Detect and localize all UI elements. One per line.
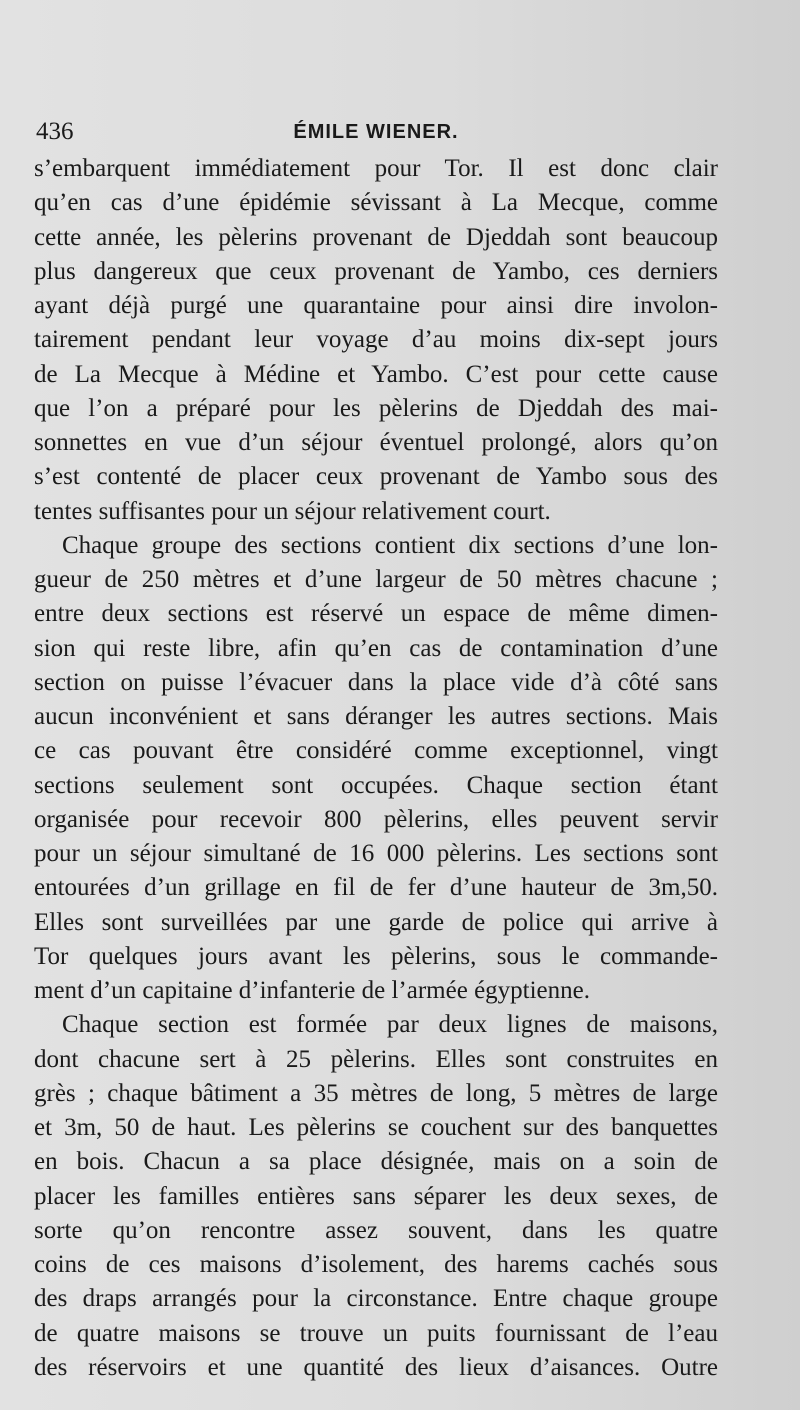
text-line: sion qui reste libre, afin qu’en cas de contamination d’une <box>34 634 718 662</box>
body-text <box>34 152 718 1385</box>
text-line: aucun inconvénient et sans déranger les autres sections. Mais <box>34 703 718 730</box>
text-line: que l’on a préparé pour les pèlerins de Djeddah des mai- <box>34 394 718 422</box>
text-line: sections seulement sont occupées. Chaque section étant <box>34 771 718 799</box>
text-line: de La Mecque à Médine et Yambo. C’est pour cette cause <box>34 360 718 388</box>
text-line: des draps arrangés pour la circonstance. Entre chaque groupe <box>34 1285 718 1313</box>
text-line: et 3m, 50 de haut. Les pèlerins se couchent sur des banquettes <box>34 1114 718 1141</box>
text-line: ayant déjà purgé une quarantaine pour ainsi dire involon- <box>34 292 718 319</box>
text-line: grès ; chaque bâtiment a 35 mètres de long, 5 mètres de large <box>34 1079 718 1107</box>
text-line: section on puisse l’évacuer dans la place vide d’à côté sans <box>34 668 718 696</box>
running-head: ÉMILE WIENER. <box>293 121 459 143</box>
text-line: sonnettes en vue d’un séjour éventuel prolongé, alors qu’on <box>34 429 718 456</box>
paragraph-first-line: Chaque groupe des sections contient dix sections d’une lon- <box>62 531 718 559</box>
text-line: dont chacune sert à 25 pèlerins. Elles sont construites en <box>34 1045 718 1073</box>
page-header <box>36 112 716 152</box>
text-line: entre deux sections est réservé un espace de même dimen- <box>34 600 718 628</box>
text-line: s’est contenté de placer ceux provenant de Yambo sous des <box>34 463 718 491</box>
paragraph-first-line: Chaque section est formée par deux lignes de maisons, <box>62 1011 718 1039</box>
text-line: pour un séjour simultané de 16 000 pèlerins. Les sections sont <box>34 840 718 867</box>
text-line: ce cas pouvant être considéré comme exceptionnel, vingt <box>34 737 718 765</box>
text-line: Elles sont surveillées par une garde de police qui arrive à <box>34 908 718 936</box>
text-line: plus dangereux que ceux provenant de Yambo, ces derniers <box>34 257 718 285</box>
text-line: de quatre maisons se trouve un puits fournissant de l’eau <box>34 1319 718 1347</box>
text-line: gueur de 250 mètres et d’une largeur de 50 mètres chacune ; <box>34 566 718 593</box>
text-line: tentes suffisantes pour un séjour relativement court. <box>34 497 551 525</box>
page-number: 436 <box>36 118 74 145</box>
text-line: en bois. Chacun a sa place désignée, mais on a soin de <box>34 1148 718 1176</box>
text-line: tairement pendant leur voyage d’au moins dix-sept jours <box>34 326 718 354</box>
text-line: des réservoirs et une quantité des lieux d’aisances. Outre <box>34 1353 718 1381</box>
text-line: organisée pour recevoir 800 pèlerins, elles peuvent servir <box>34 805 718 833</box>
text-line: cette année, les pèlerins provenant de Djeddah sont beaucoup <box>34 223 718 251</box>
text-line: sorte qu’on rencontre assez souvent, dans les quatre <box>34 1216 718 1244</box>
text-line: qu’en cas d’une épidémie sévissant à La Mecque, comme <box>34 189 718 217</box>
text-line: placer les familles entières sans séparer les deux sexes, de <box>34 1182 718 1210</box>
text-line: Tor quelques jours avant les pèlerins, sous le commande- <box>34 942 718 970</box>
text-line: s’embarquent immédiatement pour Tor. Il est donc clair <box>34 155 718 182</box>
text-line: coins de ces maisons d’isolement, des harems cachés sous <box>34 1251 718 1278</box>
text-line: ment d’un capitaine d’infanterie de l’armée égyptienne. <box>34 977 590 1004</box>
text-line: entourées d’un grillage en fil de fer d’une hauteur de 3m,50. <box>34 874 718 902</box>
